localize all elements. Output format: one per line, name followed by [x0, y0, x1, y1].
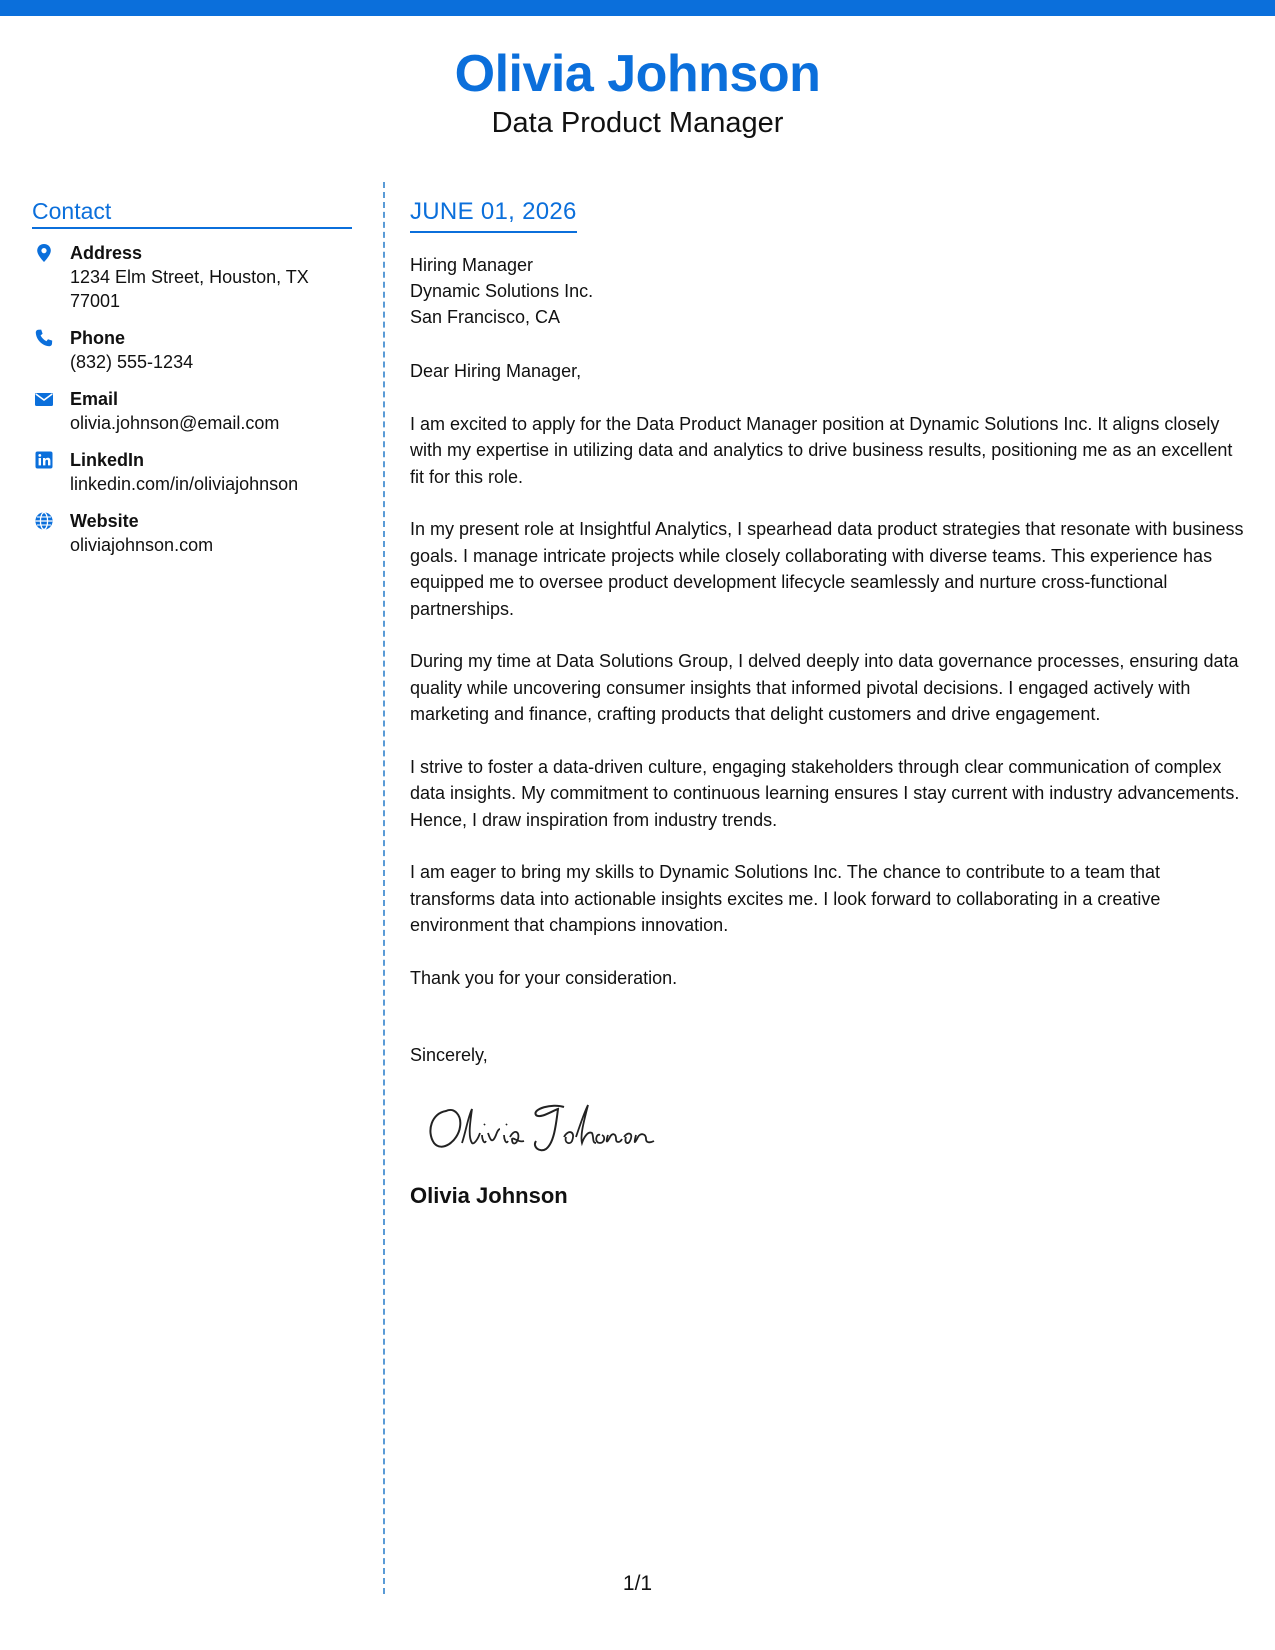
- phone-icon: [34, 328, 54, 348]
- recipient-block: [410, 252, 1250, 330]
- address-line-1: 1234 Elm Street, Houston, TX: [70, 267, 309, 287]
- thank-you-line: Thank you for your consideration.: [410, 967, 678, 988]
- envelope-icon: [34, 389, 54, 409]
- location-pin-icon: [34, 243, 54, 263]
- contact-label: Email: [70, 389, 119, 409]
- applicant-job-title: Data Product Manager: [491, 107, 784, 139]
- applicant-name: Olivia Johnson: [454, 45, 821, 103]
- contact-item-email: [32, 387, 352, 435]
- contact-label: Phone: [70, 328, 126, 348]
- recipient-line: Hiring Manager: [410, 255, 534, 275]
- handwritten-signature: [424, 1091, 664, 1161]
- contact-item-phone: [32, 326, 352, 374]
- body-paragraph: During my time at Data Solutions Group, I delved deeply into data governance processes, ensuring data quality while uncovering consumer insights that informed pivotal decisions. I engaged actively with marketing and finance, crafting products that delight customers and drive engagement.: [410, 651, 1239, 724]
- phone-value: (832) 555-1234: [70, 352, 194, 372]
- contact-item-website: [32, 509, 352, 557]
- globe-icon: [34, 511, 54, 531]
- linkedin-icon: [34, 450, 54, 470]
- letter-body: [410, 196, 1250, 1210]
- contact-label: LinkedIn: [70, 450, 145, 470]
- body-paragraph: I am eager to bring my skills to Dynamic Solutions Inc. The chance to contribute to a team that transforms data into actionable insights excites me. I look forward to collaborating in a creative environment that champions innovation.: [410, 862, 1161, 935]
- salutation: Dear Hiring Manager,: [410, 361, 582, 381]
- website-value: oliviajohnson.com: [70, 535, 214, 555]
- email-value: olivia.johnson@email.com: [70, 413, 280, 433]
- closing: Sincerely,: [410, 1045, 488, 1065]
- body-paragraph: I am excited to apply for the Data Product Manager position at Dynamic Solutions Inc. It aligns closely with my expertise in utilizing data and analytics to drive business results, positioning me as an excellent fit for this role.: [410, 413, 1233, 487]
- recipient-line: San Francisco, CA: [410, 307, 561, 327]
- column-divider: [383, 182, 385, 1594]
- linkedin-value: linkedin.com/in/oliviajohnson: [70, 474, 299, 494]
- top-accent-bar: [0, 0, 1275, 16]
- body-paragraph: In my present role at Insightful Analytics, I spearhead data product strategies that resonate with business goals. I manage intricate projects while closely collaborating with diverse teams. This experience has equipped me to oversee product development lifecycle seamlessly and nurture cross-functional partnerships.: [410, 519, 1244, 619]
- letter-date: JUNE 01, 2026: [410, 196, 577, 233]
- contact-heading: Contact: [32, 196, 352, 229]
- body-paragraph: I strive to foster a data-driven culture, engaging stakeholders through clear communication of complex data insights. My commitment to continuous learning ensures I stay current with industry advancements. Hence, I draw inspiration from industry trends.: [410, 756, 1240, 830]
- letter-header: [0, 40, 1275, 142]
- signer-name: Olivia Johnson: [410, 1183, 568, 1208]
- page-number: 1/1: [622, 1572, 653, 1595]
- contact-label: Address: [70, 243, 143, 263]
- recipient-line: Dynamic Solutions Inc.: [410, 281, 594, 301]
- contact-item-address: [32, 241, 352, 313]
- contact-item-linkedin: [32, 448, 352, 496]
- address-line-2: 77001: [70, 291, 121, 311]
- contact-sidebar: [32, 196, 352, 570]
- contact-label: Website: [70, 511, 139, 531]
